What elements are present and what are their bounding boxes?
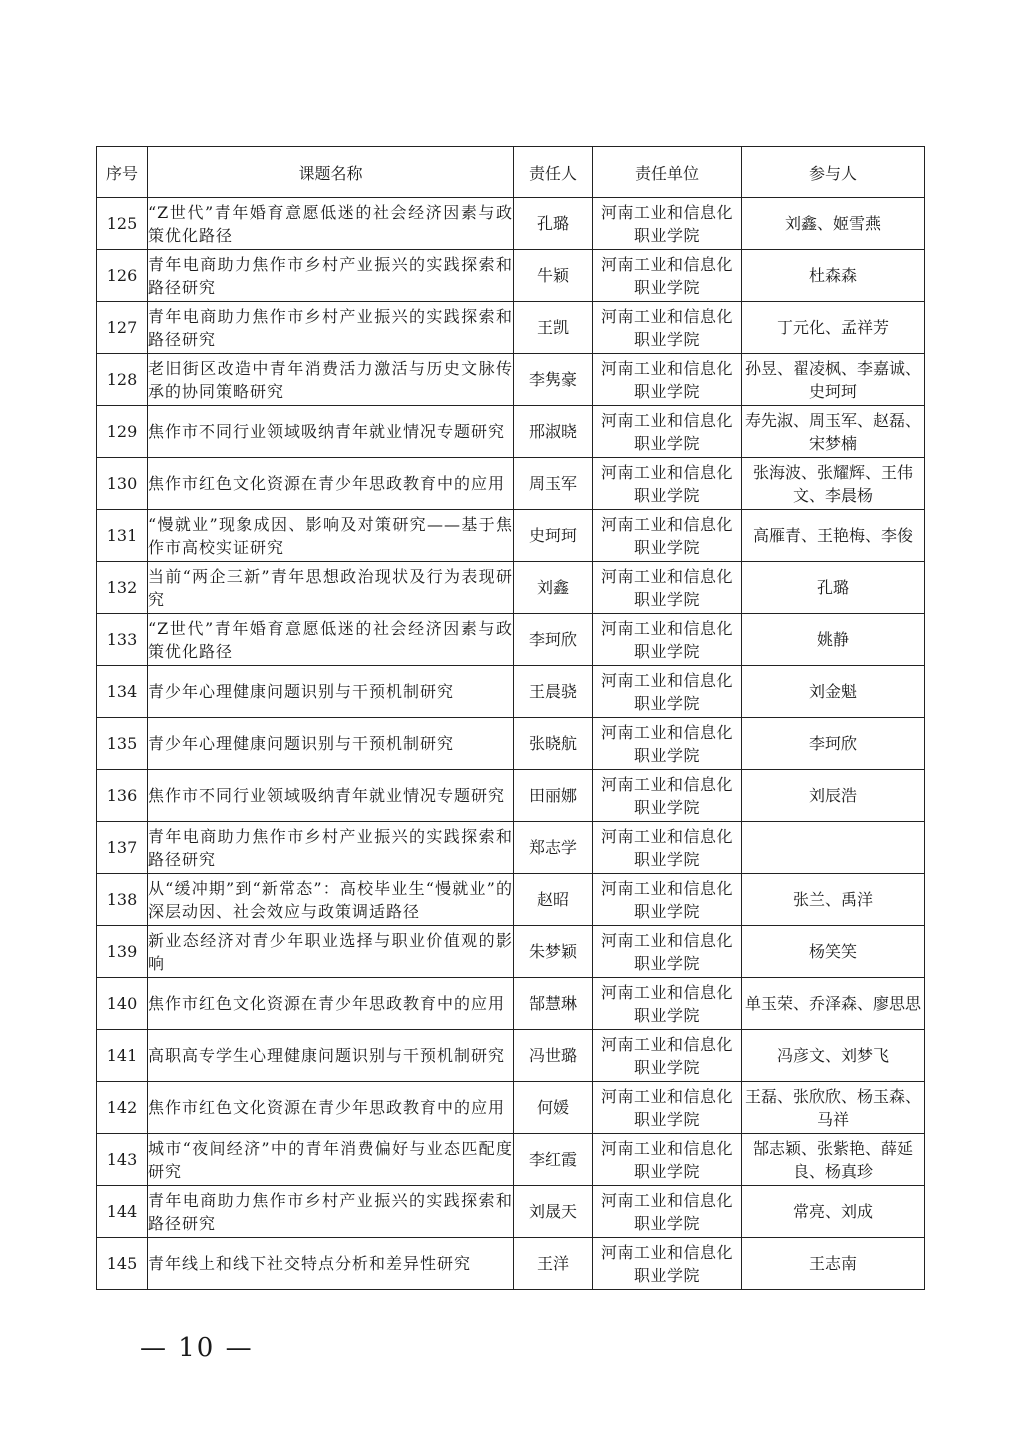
cell-person: 朱梦颖: [514, 926, 593, 978]
cell-participants: 常亮、刘成: [742, 1186, 925, 1238]
table-row: [97, 302, 925, 354]
cell-person: 郜慧琳: [514, 978, 593, 1030]
cell-title: “Z世代”青年婚育意愿低迷的社会经济因素与政策优化路径: [148, 198, 514, 250]
cell-participants: 王志南: [742, 1238, 925, 1290]
header-title: 课题名称: [148, 147, 514, 198]
cell-unit: 河南工业和信息化职业学院: [593, 874, 742, 926]
cell-participants: 冯彦文、刘梦飞: [742, 1030, 925, 1082]
cell-participants: 杨笑笑: [742, 926, 925, 978]
table-row: [97, 458, 925, 510]
project-table: [96, 146, 925, 1290]
cell-title: 青年电商助力焦作市乡村产业振兴的实践探索和路径研究: [148, 1186, 514, 1238]
cell-participants: 孔璐: [742, 562, 925, 614]
cell-participants: 高雁青、王艳梅、李俊: [742, 510, 925, 562]
table-row: [97, 614, 925, 666]
cell-unit: 河南工业和信息化职业学院: [593, 1082, 742, 1134]
cell-seq: 138: [97, 874, 148, 926]
table-header-row: [97, 147, 925, 198]
cell-title: 焦作市不同行业领域吸纳青年就业情况专题研究: [148, 406, 514, 458]
cell-person: 孔璐: [514, 198, 593, 250]
cell-title: 老旧街区改造中青年消费活力激活与历史文脉传承的协同策略研究: [148, 354, 514, 406]
table-row: [97, 562, 925, 614]
cell-unit: 河南工业和信息化职业学院: [593, 978, 742, 1030]
cell-person: 牛颖: [514, 250, 593, 302]
cell-unit: 河南工业和信息化职业学院: [593, 718, 742, 770]
cell-participants: 张兰、禹洋: [742, 874, 925, 926]
cell-participants: [742, 822, 925, 874]
cell-title: 青年线上和线下社交特点分析和差异性研究: [148, 1238, 514, 1290]
cell-title: 当前“两企三新”青年思想政治现状及行为表现研究: [148, 562, 514, 614]
cell-title: 青少年心理健康问题识别与干预机制研究: [148, 666, 514, 718]
cell-unit: 河南工业和信息化职业学院: [593, 1134, 742, 1186]
cell-unit: 河南工业和信息化职业学院: [593, 354, 742, 406]
cell-title: 青年电商助力焦作市乡村产业振兴的实践探索和路径研究: [148, 302, 514, 354]
cell-participants: 丁元化、孟祥芳: [742, 302, 925, 354]
cell-title: 焦作市红色文化资源在青少年思政教育中的应用: [148, 978, 514, 1030]
cell-seq: 128: [97, 354, 148, 406]
cell-title: 焦作市红色文化资源在青少年思政教育中的应用: [148, 1082, 514, 1134]
cell-seq: 133: [97, 614, 148, 666]
cell-person: 周玉军: [514, 458, 593, 510]
cell-person: 赵昭: [514, 874, 593, 926]
cell-unit: 河南工业和信息化职业学院: [593, 562, 742, 614]
cell-title: 高职高专学生心理健康问题识别与干预机制研究: [148, 1030, 514, 1082]
cell-person: 刘鑫: [514, 562, 593, 614]
cell-seq: 136: [97, 770, 148, 822]
header-person: 责任人: [514, 147, 593, 198]
cell-person: 王晨骁: [514, 666, 593, 718]
cell-unit: 河南工业和信息化职业学院: [593, 822, 742, 874]
cell-unit: 河南工业和信息化职业学院: [593, 1238, 742, 1290]
cell-title: “Z世代”青年婚育意愿低迷的社会经济因素与政策优化路径: [148, 614, 514, 666]
table-row: [97, 874, 925, 926]
table-row: [97, 666, 925, 718]
cell-unit: 河南工业和信息化职业学院: [593, 510, 742, 562]
cell-seq: 139: [97, 926, 148, 978]
table-row: [97, 1134, 925, 1186]
table-row: [97, 926, 925, 978]
cell-participants: 姚静: [742, 614, 925, 666]
cell-person: 王洋: [514, 1238, 593, 1290]
cell-seq: 127: [97, 302, 148, 354]
table-row: [97, 770, 925, 822]
cell-title: 青少年心理健康问题识别与干预机制研究: [148, 718, 514, 770]
table-row: [97, 198, 925, 250]
cell-person: 李珂欣: [514, 614, 593, 666]
cell-unit: 河南工业和信息化职业学院: [593, 1030, 742, 1082]
cell-seq: 126: [97, 250, 148, 302]
cell-title: 新业态经济对青少年职业选择与职业价值观的影响: [148, 926, 514, 978]
cell-seq: 140: [97, 978, 148, 1030]
cell-unit: 河南工业和信息化职业学院: [593, 198, 742, 250]
cell-participants: 张海波、张耀辉、王伟文、李晨杨: [742, 458, 925, 510]
header-unit: 责任单位: [593, 147, 742, 198]
cell-participants: 孙昱、翟凌枫、李嘉诚、史珂珂: [742, 354, 925, 406]
table-row: [97, 1030, 925, 1082]
cell-seq: 142: [97, 1082, 148, 1134]
cell-person: 刘晟天: [514, 1186, 593, 1238]
cell-unit: 河南工业和信息化职业学院: [593, 926, 742, 978]
cell-unit: 河南工业和信息化职业学院: [593, 666, 742, 718]
cell-person: 李隽豪: [514, 354, 593, 406]
table-row: [97, 250, 925, 302]
cell-participants: 郜志颖、张紫艳、薛延良、杨真珍: [742, 1134, 925, 1186]
table-body: [97, 198, 925, 1290]
cell-seq: 129: [97, 406, 148, 458]
table-row: [97, 406, 925, 458]
cell-title: 焦作市不同行业领域吸纳青年就业情况专题研究: [148, 770, 514, 822]
cell-seq: 135: [97, 718, 148, 770]
cell-unit: 河南工业和信息化职业学院: [593, 458, 742, 510]
cell-participants: 单玉荣、乔泽森、廖思思: [742, 978, 925, 1030]
cell-seq: 137: [97, 822, 148, 874]
table-row: [97, 718, 925, 770]
cell-seq: 132: [97, 562, 148, 614]
cell-title: 从“缓冲期”到“新常态”：高校毕业生“慢就业”的深层动因、社会效应与政策调适路径: [148, 874, 514, 926]
cell-person: 田丽娜: [514, 770, 593, 822]
cell-person: 郑志学: [514, 822, 593, 874]
cell-participants: 杜森森: [742, 250, 925, 302]
cell-title: “慢就业”现象成因、影响及对策研究——基于焦作市高校实证研究: [148, 510, 514, 562]
cell-person: 何媛: [514, 1082, 593, 1134]
header-seq: 序号: [97, 147, 148, 198]
page-number: — 10 —: [140, 1333, 254, 1363]
cell-unit: 河南工业和信息化职业学院: [593, 302, 742, 354]
cell-person: 张晓航: [514, 718, 593, 770]
cell-person: 史珂珂: [514, 510, 593, 562]
cell-person: 王凯: [514, 302, 593, 354]
table-row: [97, 978, 925, 1030]
cell-title: 青年电商助力焦作市乡村产业振兴的实践探索和路径研究: [148, 822, 514, 874]
cell-person: 冯世璐: [514, 1030, 593, 1082]
header-participants: 参与人: [742, 147, 925, 198]
cell-seq: 141: [97, 1030, 148, 1082]
cell-seq: 131: [97, 510, 148, 562]
cell-seq: 125: [97, 198, 148, 250]
cell-unit: 河南工业和信息化职业学院: [593, 250, 742, 302]
cell-person: 邢淑晓: [514, 406, 593, 458]
cell-participants: 刘鑫、姬雪燕: [742, 198, 925, 250]
table-row: [97, 354, 925, 406]
table-row: [97, 1082, 925, 1134]
cell-title: 焦作市红色文化资源在青少年思政教育中的应用: [148, 458, 514, 510]
table-row: [97, 1186, 925, 1238]
cell-participants: 王磊、张欣欣、杨玉森、马祥: [742, 1082, 925, 1134]
cell-unit: 河南工业和信息化职业学院: [593, 770, 742, 822]
table-row: [97, 510, 925, 562]
table-row: [97, 1238, 925, 1290]
cell-unit: 河南工业和信息化职业学院: [593, 406, 742, 458]
cell-participants: 寿先淑、周玉军、赵磊、宋梦楠: [742, 406, 925, 458]
cell-person: 李红霞: [514, 1134, 593, 1186]
cell-participants: 李珂欣: [742, 718, 925, 770]
cell-participants: 刘辰浩: [742, 770, 925, 822]
cell-seq: 144: [97, 1186, 148, 1238]
cell-seq: 130: [97, 458, 148, 510]
cell-participants: 刘金魁: [742, 666, 925, 718]
cell-unit: 河南工业和信息化职业学院: [593, 1186, 742, 1238]
cell-unit: 河南工业和信息化职业学院: [593, 614, 742, 666]
cell-title: 青年电商助力焦作市乡村产业振兴的实践探索和路径研究: [148, 250, 514, 302]
cell-seq: 145: [97, 1238, 148, 1290]
cell-title: 城市“夜间经济”中的青年消费偏好与业态匹配度研究: [148, 1134, 514, 1186]
cell-seq: 143: [97, 1134, 148, 1186]
table-row: [97, 822, 925, 874]
cell-seq: 134: [97, 666, 148, 718]
